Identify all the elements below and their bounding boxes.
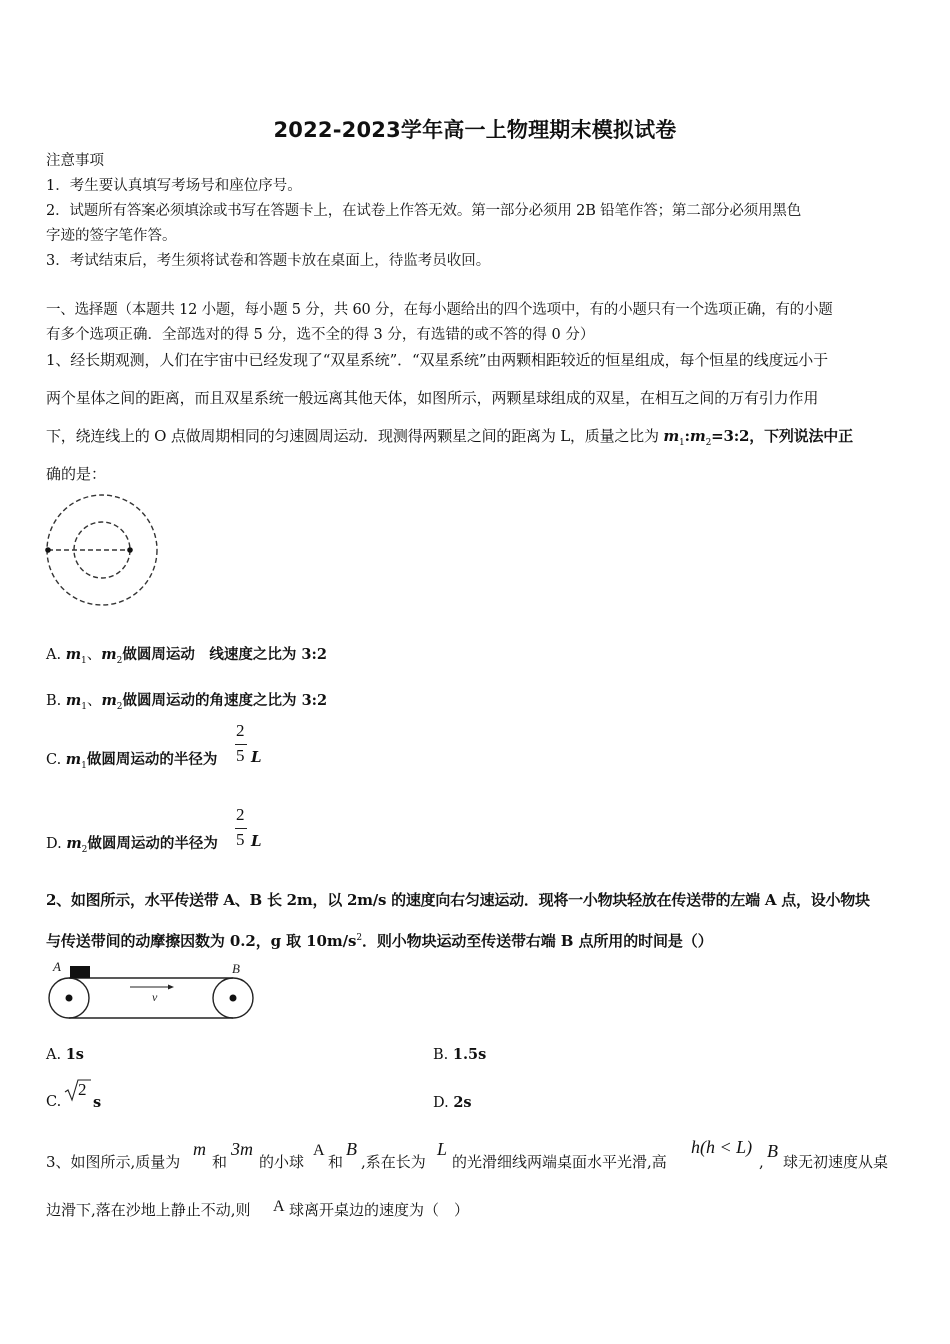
arrow-head-icon [168, 985, 174, 990]
math-m: m [193, 1139, 206, 1159]
binary-star-diagram [40, 492, 164, 610]
conveyor-belt-diagram [44, 958, 260, 1024]
q1-option-a[interactable]: A. $m_1$、$m_2$做圆周运动 线速度之比为 3:2 [46, 646, 327, 666]
q3-text: , [759, 1153, 764, 1171]
q3-text: 和 [212, 1153, 228, 1171]
q1-text: 确的是： [46, 465, 107, 483]
fraction-denominator: 5 [236, 830, 245, 849]
outer-orbit [47, 495, 157, 605]
page-title: 2022-2023学年高一上物理期末模拟试卷 [273, 118, 677, 142]
section-heading: 一、选择题（本题共 12 小题，每小题 5 分，共 60 分，在每小题给出的四个选项中，有的小题只有一个选项正确，有的小题 [46, 302, 833, 318]
q1-option-c[interactable]: C. $m_1$做圆周运动的半径为 [46, 751, 218, 771]
q1-text: 下，绕连线上的 O 点做周期相同的匀速圆周运动．现测得两颗星之间的距离为 L，质量之比为 $m_1:m_2=3:2$，下列说法中正 [46, 427, 853, 448]
q2-text: 与传送带间的动摩擦因数为 0.2，g 取 $10m/s^2$．则小物块运动至传送带右端 B 点所用的时间是（） [46, 932, 713, 950]
star-m1 [45, 547, 51, 553]
unit-seconds: s [93, 1094, 102, 1111]
notice-item: 1．考生要认真填写考场号和座位序号。 [46, 178, 302, 194]
math-height-condition: h(h < L) [691, 1137, 753, 1157]
sqrt-radicand: 2 [78, 1080, 87, 1099]
fraction-numerator: 2 [236, 805, 245, 824]
math-3m: 3m [231, 1139, 253, 1159]
notice-item: 3．考试结束后，考生须将试卷和答题卡放在桌面上，待监考员收回。 [46, 253, 491, 269]
fraction-denominator: 5 [236, 746, 245, 765]
fraction-bar [235, 828, 247, 829]
q2-option-d[interactable]: D. 2s [433, 1094, 472, 1111]
star-m2 [127, 547, 133, 553]
q2-option-b[interactable]: B. 1.5s [433, 1046, 487, 1063]
small-block [70, 966, 90, 978]
right-axle [230, 995, 237, 1002]
section-heading: 有多个选项正确．全部选对的得 5 分，选不全的得 3 分，有选错的或不答的得 0 分） [46, 327, 595, 343]
q2-text: 2、如图所示，水平传送带 A、B 长 2m，以 2m/s 的速度向右匀速运动．现将一小物块轻放在传送带的左端 A 点，设小物块 [46, 891, 870, 909]
fraction-numerator: 2 [236, 721, 245, 740]
math-b: B [767, 1141, 778, 1161]
left-axle [66, 995, 73, 1002]
math-a: A [273, 1198, 285, 1215]
label-a: A [53, 959, 61, 974]
q1-option-d[interactable]: D. $m_2$做圆周运动的半径为 [46, 835, 218, 855]
math-b: B [346, 1139, 357, 1159]
q3-text: 和 [328, 1153, 344, 1171]
q1-text: 1、经长期观测，人们在宇宙中已经发现了“双星系统”．“双星系统”由两颗相距较近的恒星组成，每个恒星的线度远小于 [46, 351, 828, 369]
math-a: A [313, 1142, 325, 1159]
q2-option-a[interactable]: A. 1s [46, 1046, 84, 1063]
label-b: B [232, 961, 240, 976]
notice-heading: 注意事项 [46, 153, 104, 169]
label-v: v [152, 990, 158, 1004]
q3-text: 的光滑细线两端桌面水平光滑,高 [452, 1153, 667, 1171]
q3-text: 球无初速度从桌 [783, 1153, 889, 1171]
q1-text: 两个星体之间的距离，而且双星系统一般远离其他天体，如图所示，两颗星球组成的双星，在相互之间的万有引力作用 [46, 389, 819, 407]
notice-item: 字迹的签字笔作答。 [46, 228, 177, 244]
q3-text: ,系在长为 [361, 1153, 426, 1171]
q3-text: 边滑下,落在沙地上静止不动,则 [46, 1201, 251, 1219]
q2-option-c[interactable]: C. [46, 1094, 62, 1110]
length-symbol: L [251, 748, 262, 766]
notice-item: 2．试题所有答案必须填涂或书写在答题卡上，在试卷上作答无效。第一部分必须用 2B 铅笔作答；第二部分必须用黑色 [46, 203, 802, 219]
fraction-bar [235, 744, 247, 745]
length-symbol: L [251, 832, 262, 850]
q3-text: 球离开桌边的速度为（ ） [289, 1201, 470, 1219]
q1-option-b[interactable]: B. $m_1$、$m_2$做圆周运动的角速度之比为 3:2 [46, 692, 328, 712]
q3-text: 3、如图所示,质量为 [46, 1153, 181, 1171]
q3-text: 的小球 [259, 1153, 305, 1171]
math-l: L [437, 1139, 448, 1159]
